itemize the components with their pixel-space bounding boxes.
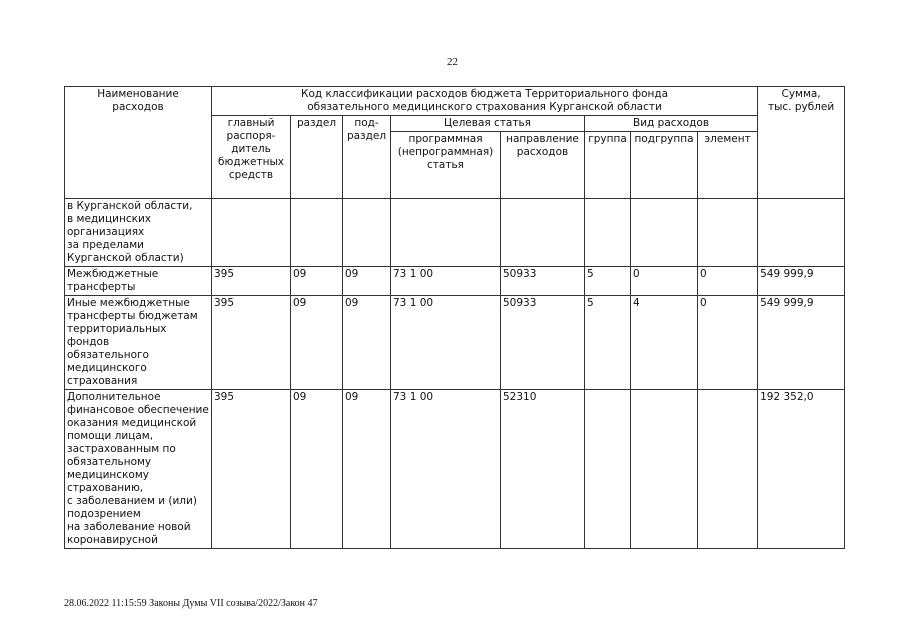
header-chief-admin: главный распоря- дитель бюджетных средств	[212, 116, 291, 199]
cell-program	[391, 199, 501, 267]
cell-subsection: 09	[343, 390, 391, 549]
cell-direction: 50933	[501, 267, 585, 296]
header-element: элемент	[698, 132, 758, 199]
table-row	[65, 267, 845, 296]
header-subgroup: подгруппа	[631, 132, 698, 199]
cell-subgroup: 4	[631, 296, 698, 390]
row-name: Дополнительное финансовое обеспечение оказания медицинской помощи лицам, застрахованным по обязательному медицинскому страхованию, с заболеванием и (или) подозрением на заболевание новой коронавирусной	[65, 390, 212, 549]
table-row	[65, 199, 845, 267]
header-expense-type: Вид расходов	[585, 116, 758, 132]
cell-group	[585, 199, 631, 267]
row-name: Межбюджетные трансферты	[65, 267, 212, 296]
page-number: 22	[447, 56, 458, 68]
cell-section: 09	[291, 390, 343, 549]
cell-section	[291, 199, 343, 267]
cell-subgroup	[631, 199, 698, 267]
cell-subgroup	[631, 390, 698, 549]
header-sum: Сумма, тыс. рублей	[758, 87, 845, 199]
cell-admin: 395	[212, 390, 291, 549]
cell-subsection	[343, 199, 391, 267]
cell-subsection: 09	[343, 267, 391, 296]
cell-program: 73 1 00	[391, 296, 501, 390]
header-name: Наименование расходов	[65, 87, 212, 199]
cell-direction: 52310	[501, 390, 585, 549]
footer-document-stamp: 28.06.2022 11:15:59 Законы Думы VII созыва/2022/Закон 47	[64, 598, 318, 609]
cell-admin: 395	[212, 267, 291, 296]
header-section: раздел	[291, 116, 343, 199]
cell-section: 09	[291, 267, 343, 296]
cell-sum: 549 999,9	[758, 267, 845, 296]
cell-program: 73 1 00	[391, 390, 501, 549]
row-name: Иные межбюджетные трансферты бюджетам территориальных фондов обязательного медицинского страхования	[65, 296, 212, 390]
header-program: программная (непрограммная) статья	[391, 132, 501, 199]
cell-subgroup: 0	[631, 267, 698, 296]
cell-admin	[212, 199, 291, 267]
header-subsection: под- раздел	[343, 116, 391, 199]
budget-table	[64, 86, 845, 549]
cell-section: 09	[291, 296, 343, 390]
cell-direction	[501, 199, 585, 267]
cell-group: 5	[585, 267, 631, 296]
cell-subsection: 09	[343, 296, 391, 390]
cell-direction: 50933	[501, 296, 585, 390]
table-row	[65, 390, 845, 549]
header-code-group: Код классификации расходов бюджета Территориального фонда обязательного медицинского страхования Курганской области	[212, 87, 758, 116]
cell-admin: 395	[212, 296, 291, 390]
cell-group: 5	[585, 296, 631, 390]
table-row	[65, 296, 845, 390]
cell-element: 0	[698, 267, 758, 296]
header-direction: направление расходов	[501, 132, 585, 199]
cell-sum	[758, 199, 845, 267]
cell-element	[698, 199, 758, 267]
cell-element: 0	[698, 296, 758, 390]
cell-sum: 192 352,0	[758, 390, 845, 549]
cell-sum: 549 999,9	[758, 296, 845, 390]
header-group: группа	[585, 132, 631, 199]
cell-group	[585, 390, 631, 549]
header-target-item: Целевая статья	[391, 116, 585, 132]
cell-element	[698, 390, 758, 549]
header-row-1	[65, 87, 845, 116]
cell-program: 73 1 00	[391, 267, 501, 296]
row-name: в Курганской области, в медицинских организациях за пределами Курганской области)	[65, 199, 212, 267]
